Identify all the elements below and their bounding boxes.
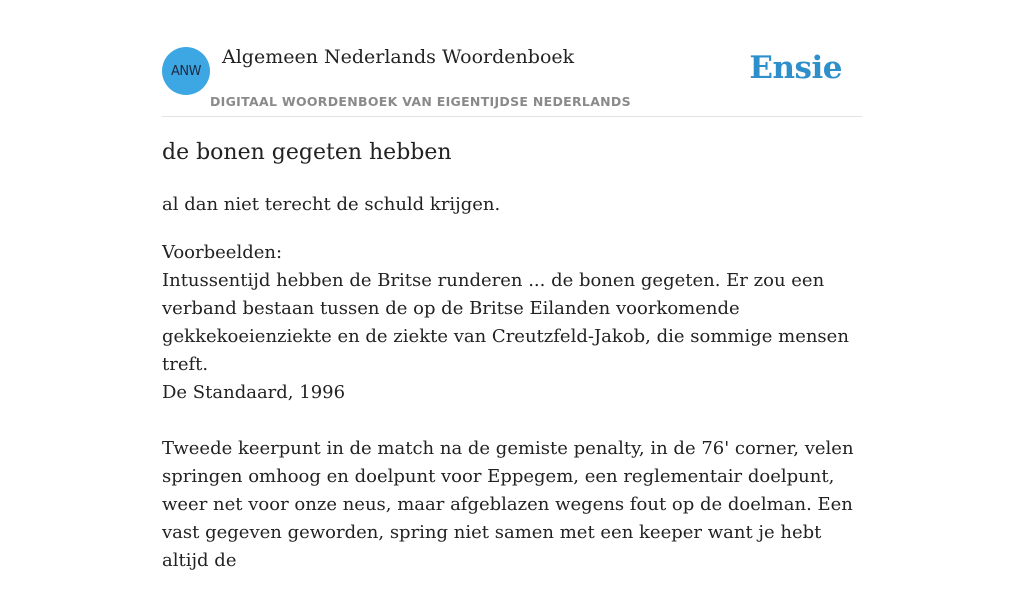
example-text: Tweede keerpunt in de match na de gemiste penalty, in de 76' corner, velen springen omhoog en doelpunt voor Eppegem, een reglementair doelpunt, weer net voor onze neus, maar afgeblazen wegens fout op de doelman. Een vast gegeven geworden, spring niet samen met een keeper want je hebt altijd de <box>162 438 854 571</box>
site-header <box>162 0 862 117</box>
site-title[interactable]: Algemeen Nederlands Woordenboek <box>222 46 575 68</box>
examples-section <box>162 239 862 603</box>
entry-headword: de bonen gegeten hebben <box>162 140 452 165</box>
example-item <box>162 267 862 407</box>
example-source: De Standaard, 1996 <box>162 382 346 403</box>
page <box>162 0 862 571</box>
site-subtitle: DIGITAAL WOORDENBOEK VAN EIGENTIJDSE NEDERLANDS <box>210 94 631 109</box>
ensie-brand-logo[interactable]: Ensie <box>749 50 842 86</box>
anw-logo[interactable] <box>162 47 210 95</box>
example-item <box>162 435 862 575</box>
entry-definition: al dan niet terecht de schuld krijgen. <box>162 194 501 215</box>
example-text: Intussentijd hebben de Britse runderen ... de bonen gegeten. Er zou een verband bestaan tussen de op de Britse Eilanden voorkomende gekkekoeienziekte en de ziekte van Creutzfeld-Jakob, die sommige mensen treft. <box>162 270 849 375</box>
examples-label: Voorbeelden: <box>162 242 283 263</box>
logo-text: ANW <box>171 63 201 79</box>
